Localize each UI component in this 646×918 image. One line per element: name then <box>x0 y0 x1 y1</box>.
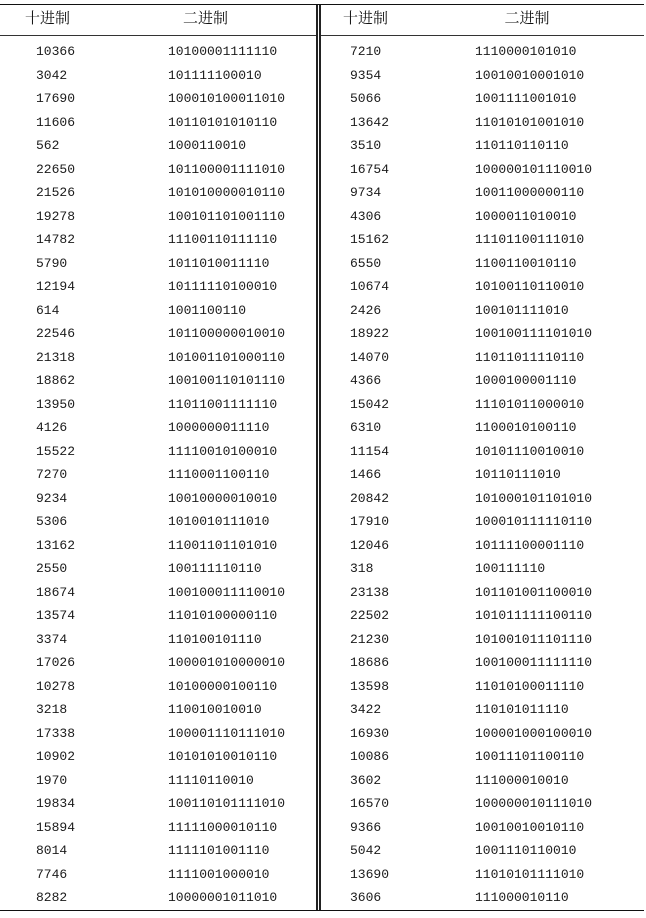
binary-cell: 100100110101110 <box>168 373 286 388</box>
right-table-half <box>321 5 644 910</box>
binary-cell: 10110111010 <box>475 467 561 482</box>
table-row <box>321 792 644 816</box>
decimal-cell: 14782 <box>36 232 76 247</box>
decimal-cell: 17910 <box>350 514 390 529</box>
decimal-cell: 13598 <box>350 678 390 694</box>
binary-cell: 10000001011010 <box>168 890 278 905</box>
table-row <box>0 534 316 558</box>
decimal-cell: 15522 <box>36 443 76 459</box>
table-row <box>0 557 316 581</box>
table-row <box>321 369 644 393</box>
binary-cell: 100000010111010 <box>475 796 593 811</box>
table-row <box>321 675 644 699</box>
table-row <box>321 40 644 64</box>
table-row <box>0 322 316 346</box>
table-row <box>321 816 644 840</box>
table-row <box>321 839 644 863</box>
table-row <box>321 252 644 276</box>
binary-cell: 1001111001010 <box>475 91 577 106</box>
binary-cell: 11100110111110 <box>168 232 278 247</box>
table-row <box>321 487 644 511</box>
decimal-cell: 7270 <box>36 467 68 482</box>
table-row <box>0 463 316 487</box>
table-row <box>0 416 316 440</box>
decimal-cell: 1970 <box>36 772 68 788</box>
table-row <box>321 322 644 346</box>
binary-cell: 10011101100110 <box>475 749 585 764</box>
decimal-cell: 23138 <box>350 584 390 600</box>
binary-cell: 100010111110110 <box>475 514 593 529</box>
table-row <box>0 628 316 652</box>
table-row <box>0 675 316 699</box>
decimal-cell: 7210 <box>350 44 382 59</box>
decimal-cell: 4126 <box>36 420 68 435</box>
binary-column-header: 二进制 <box>504 9 550 27</box>
table-row <box>0 487 316 511</box>
table-row <box>321 64 644 88</box>
decimal-cell: 10366 <box>36 44 76 59</box>
binary-cell: 101100000010010 <box>168 326 286 341</box>
binary-cell: 1111101001110 <box>168 843 270 858</box>
binary-cell: 1000011010010 <box>475 208 577 224</box>
decimal-cell: 2426 <box>350 302 382 318</box>
binary-cell: 1000100001110 <box>475 373 577 388</box>
decimal-cell: 5790 <box>36 255 68 271</box>
binary-cell: 11010101111010 <box>475 866 585 882</box>
table-row <box>0 651 316 675</box>
table-row <box>321 181 644 205</box>
table-row <box>321 87 644 111</box>
decimal-cell: 10278 <box>36 678 76 694</box>
table-row <box>0 440 316 464</box>
table-row <box>0 393 316 417</box>
table-row <box>0 369 316 393</box>
decimal-cell: 5306 <box>36 514 68 529</box>
decimal-cell: 22650 <box>36 161 76 177</box>
table-header-row <box>321 5 644 36</box>
decimal-column-header: 十进制 <box>342 9 388 27</box>
table-row <box>0 299 316 323</box>
binary-cell: 101011111100110 <box>475 608 593 623</box>
binary-cell: 100001010000010 <box>168 655 286 670</box>
table-header-row <box>0 5 316 36</box>
decimal-cell: 6550 <box>350 255 382 271</box>
table-row <box>321 440 644 464</box>
binary-cell: 10010010001010 <box>475 67 585 83</box>
decimal-cell: 21230 <box>350 631 390 647</box>
binary-cell: 10100000100110 <box>168 678 278 694</box>
table-row <box>0 87 316 111</box>
table-row <box>321 299 644 323</box>
decimal-cell: 7746 <box>36 866 68 882</box>
table-row <box>0 863 316 887</box>
decimal-cell: 10902 <box>36 749 76 764</box>
decimal-cell: 16570 <box>350 796 390 811</box>
binary-cell: 110101011110 <box>475 702 569 717</box>
table-row <box>321 275 644 299</box>
binary-cell: 1110001100110 <box>168 467 270 482</box>
table-row <box>321 886 644 910</box>
binary-cell: 11001101101010 <box>168 537 278 553</box>
decimal-cell: 9354 <box>350 67 382 83</box>
table-row <box>0 40 316 64</box>
decimal-cell: 2550 <box>36 561 68 576</box>
table-row <box>321 863 644 887</box>
binary-cell: 110110110110 <box>475 138 569 153</box>
decimal-cell: 4366 <box>350 373 382 388</box>
table-row <box>321 111 644 135</box>
table-row <box>0 886 316 910</box>
binary-cell: 10110101010110 <box>168 114 278 130</box>
binary-cell: 100100011111110 <box>475 655 593 670</box>
binary-cell: 101001101000110 <box>168 349 286 365</box>
decimal-cell: 8282 <box>36 890 68 905</box>
left-table-half <box>0 5 321 910</box>
table-row <box>0 745 316 769</box>
decimal-cell: 14070 <box>350 349 390 365</box>
binary-cell: 11110110010 <box>168 772 254 788</box>
decimal-cell: 17026 <box>36 655 76 670</box>
binary-cell: 10011000000110 <box>475 185 585 200</box>
binary-cell: 101010000010110 <box>168 185 286 200</box>
binary-cell: 100110101111010 <box>168 796 286 811</box>
binary-cell: 11010100000110 <box>168 608 278 623</box>
decimal-cell: 1466 <box>350 467 382 482</box>
table-row <box>321 510 644 534</box>
table-row <box>0 64 316 88</box>
decimal-cell: 13950 <box>36 396 76 412</box>
table-row <box>0 252 316 276</box>
binary-cell: 1001110110010 <box>475 843 577 858</box>
decimal-cell: 21526 <box>36 185 76 200</box>
table-row <box>321 346 644 370</box>
table-row <box>321 651 644 675</box>
table-row <box>321 581 644 605</box>
decimal-cell: 22546 <box>36 326 76 341</box>
decimal-cell: 19834 <box>36 796 76 811</box>
binary-cell: 1111001000010 <box>168 866 270 882</box>
decimal-cell: 18686 <box>350 655 390 670</box>
decimal-cell: 15042 <box>350 396 390 412</box>
binary-cell: 1000000011110 <box>168 420 270 435</box>
decimal-cell: 3510 <box>350 138 382 153</box>
decimal-cell: 318 <box>350 561 374 576</box>
decimal-cell: 16930 <box>350 725 390 741</box>
table-row <box>0 816 316 840</box>
binary-cell: 100101101001110 <box>168 208 286 224</box>
table-row <box>321 134 644 158</box>
binary-cell: 11111000010110 <box>168 819 278 835</box>
decimal-cell: 16754 <box>350 161 390 177</box>
binary-cell: 100001000100010 <box>475 725 593 741</box>
table-row <box>321 534 644 558</box>
decimal-cell: 3042 <box>36 67 68 83</box>
decimal-cell: 18674 <box>36 584 76 600</box>
binary-cell: 101000101101010 <box>475 490 593 506</box>
binary-cell: 100010100011010 <box>168 91 286 106</box>
decimal-column-header: 十进制 <box>24 9 70 27</box>
binary-cell: 100000101110010 <box>475 161 593 177</box>
decimal-cell: 9734 <box>350 185 382 200</box>
binary-cell: 1011010011110 <box>168 255 270 271</box>
decimal-cell: 3422 <box>350 702 382 717</box>
decimal-binary-table <box>0 4 644 911</box>
decimal-cell: 17690 <box>36 91 76 106</box>
decimal-cell: 22502 <box>350 608 390 623</box>
binary-cell: 11010101001010 <box>475 114 585 130</box>
decimal-cell: 11154 <box>350 443 390 459</box>
table-row <box>0 111 316 135</box>
binary-cell: 10010010010110 <box>475 819 585 835</box>
decimal-cell: 11606 <box>36 114 76 130</box>
binary-cell: 111000010110 <box>475 890 569 905</box>
binary-cell: 10111110100010 <box>168 279 278 294</box>
decimal-cell: 4306 <box>350 208 382 224</box>
table-row <box>321 604 644 628</box>
binary-cell: 11101011000010 <box>475 396 585 412</box>
binary-cell: 100100011110010 <box>168 584 286 600</box>
table-row <box>0 346 316 370</box>
table-row <box>0 792 316 816</box>
binary-cell: 100111110 <box>475 561 546 576</box>
binary-cell: 1110000101010 <box>475 44 577 59</box>
table-row <box>321 745 644 769</box>
binary-cell: 1001100110 <box>168 302 247 318</box>
table-row <box>0 158 316 182</box>
decimal-cell: 614 <box>36 302 60 318</box>
right-table-body <box>321 36 644 910</box>
decimal-cell: 15162 <box>350 232 390 247</box>
decimal-cell: 18922 <box>350 326 390 341</box>
decimal-cell: 21318 <box>36 349 76 365</box>
binary-column-header: 二进制 <box>182 9 228 27</box>
decimal-cell: 12046 <box>350 537 390 553</box>
decimal-cell: 15894 <box>36 819 76 835</box>
table-row <box>0 275 316 299</box>
decimal-cell: 6310 <box>350 420 382 435</box>
decimal-cell: 3218 <box>36 702 68 717</box>
table-row <box>321 393 644 417</box>
decimal-cell: 3606 <box>350 890 382 905</box>
table-row <box>0 228 316 252</box>
decimal-cell: 562 <box>36 138 60 153</box>
binary-cell: 11011001111110 <box>168 396 278 412</box>
decimal-cell: 10674 <box>350 279 390 294</box>
table-row <box>321 228 644 252</box>
decimal-cell: 12194 <box>36 279 76 294</box>
table-row <box>0 604 316 628</box>
table-row <box>0 205 316 229</box>
binary-cell: 10101010010110 <box>168 749 278 764</box>
table-row <box>0 698 316 722</box>
binary-cell: 100101111010 <box>475 302 569 318</box>
table-row <box>0 769 316 793</box>
table-row <box>321 628 644 652</box>
binary-cell: 11101100111010 <box>475 232 585 247</box>
binary-cell: 1010010111010 <box>168 514 270 529</box>
binary-cell: 111000010010 <box>475 772 569 788</box>
binary-cell: 100100111101010 <box>475 326 593 341</box>
decimal-cell: 13574 <box>36 608 76 623</box>
binary-cell: 110010010010 <box>168 702 262 717</box>
binary-cell: 10100001111110 <box>168 44 278 59</box>
decimal-cell: 18862 <box>36 373 76 388</box>
table-row <box>321 463 644 487</box>
left-table-body <box>0 36 316 910</box>
binary-cell: 1100110010110 <box>475 255 577 271</box>
binary-cell: 100001110111010 <box>168 725 286 741</box>
binary-cell: 10010000010010 <box>168 490 278 506</box>
table-row <box>321 158 644 182</box>
table-row <box>321 416 644 440</box>
table-row <box>321 205 644 229</box>
table-row <box>0 134 316 158</box>
table-row <box>321 557 644 581</box>
decimal-cell: 9366 <box>350 819 382 835</box>
decimal-cell: 20842 <box>350 490 390 506</box>
binary-cell: 10101110010010 <box>475 443 585 459</box>
binary-cell: 1000110010 <box>168 138 247 153</box>
decimal-cell: 9234 <box>36 490 68 506</box>
table-row <box>321 769 644 793</box>
table-row <box>0 839 316 863</box>
decimal-cell: 5066 <box>350 91 382 106</box>
binary-cell: 101100001111010 <box>168 161 286 177</box>
decimal-cell: 19278 <box>36 208 76 224</box>
binary-cell: 101101001100010 <box>475 584 593 600</box>
decimal-cell: 8014 <box>36 843 68 858</box>
decimal-cell: 3374 <box>36 631 68 647</box>
decimal-cell: 17338 <box>36 725 76 741</box>
decimal-cell: 13690 <box>350 866 390 882</box>
binary-cell: 11011011110110 <box>475 349 585 365</box>
decimal-cell: 5042 <box>350 843 382 858</box>
binary-cell: 10111100001110 <box>475 537 585 553</box>
binary-cell: 110100101110 <box>168 631 262 647</box>
table-row <box>321 722 644 746</box>
binary-cell: 100111110110 <box>168 561 262 576</box>
binary-cell: 101111100010 <box>168 67 262 83</box>
binary-cell: 101001011101110 <box>475 631 593 647</box>
table-row <box>0 722 316 746</box>
table-row <box>0 181 316 205</box>
decimal-cell: 13642 <box>350 114 390 130</box>
binary-cell: 11110010100010 <box>168 443 278 459</box>
binary-cell: 11010100011110 <box>475 678 585 694</box>
decimal-cell: 3602 <box>350 772 382 788</box>
table-row <box>321 698 644 722</box>
table-row <box>0 510 316 534</box>
table-row <box>0 581 316 605</box>
decimal-cell: 13162 <box>36 537 76 553</box>
binary-cell: 1100010100110 <box>475 420 577 435</box>
binary-cell: 10100110110010 <box>475 279 585 294</box>
decimal-cell: 10086 <box>350 749 390 764</box>
